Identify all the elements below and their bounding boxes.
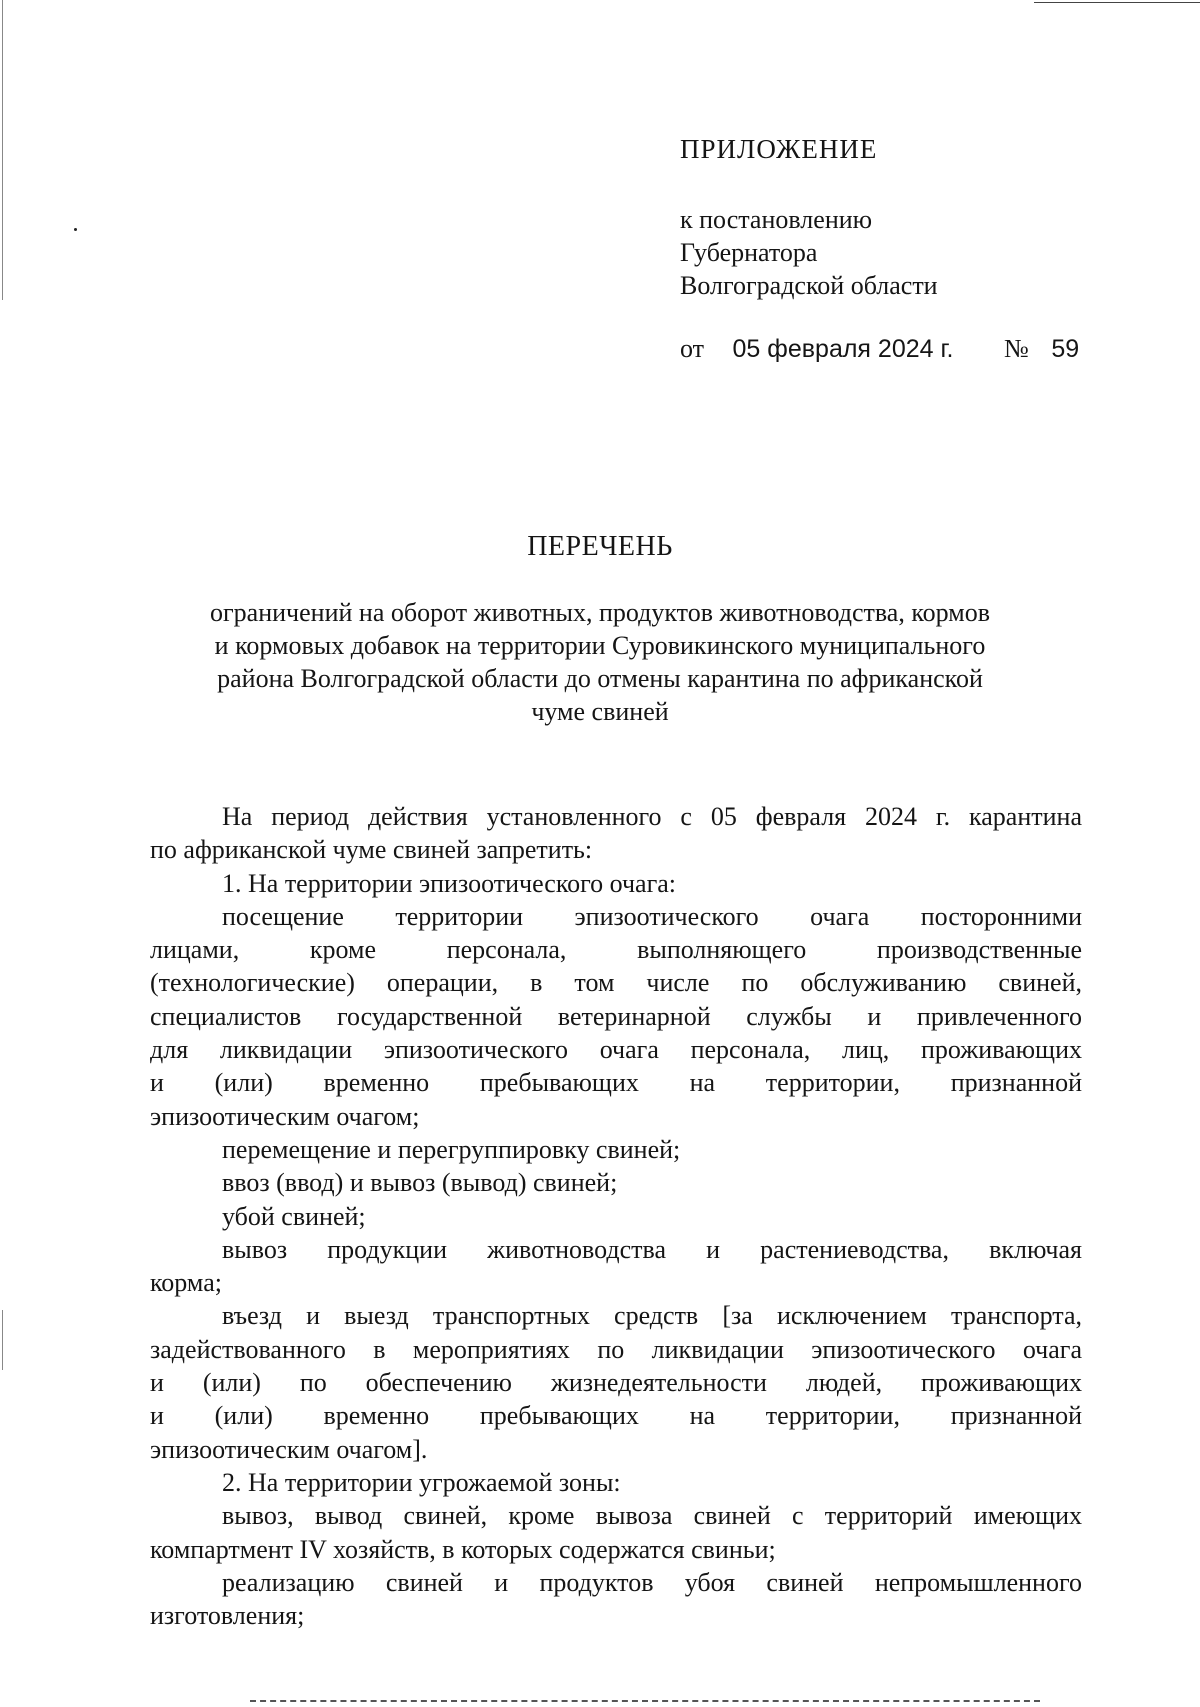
intro-line: На период действия установленного с 05 февраля 2024 г. карантина (222, 802, 1082, 831)
body-line: и (или) по обеспечению жизнедеятельности людей, проживающих (150, 1368, 1082, 1398)
decree-date: 05 февраля 2024 г. (732, 335, 954, 363)
section-1-paragraph-2: перемещение и перегруппировку свиней; (222, 1134, 681, 1164)
body-line: эпизоотическим очагом]. (150, 1434, 428, 1464)
scan-edge-left-lower (2, 1310, 3, 1370)
body-line: эпизоотическим очагом; (150, 1101, 420, 1131)
section-2-heading: 2. На территории угрожаемой зоны: (222, 1467, 621, 1497)
scan-speck (74, 228, 77, 231)
document-title: ПЕРЕЧЕНЬ (527, 531, 673, 562)
body-line: реализацию свиней и продуктов убоя свиней непромышленного (222, 1567, 1082, 1597)
body-line: посещение территории эпизоотического очага посторонними (222, 901, 1082, 931)
body-line: вывоз продукции животноводства и растениеводства, включая (222, 1234, 1082, 1264)
body-line: компартмент IV хозяйств, в которых содержатся свиньи; (150, 1534, 776, 1564)
scan-edge-left (2, 0, 3, 300)
appendix-to-line: к постановлению (680, 205, 873, 234)
intro-paragraph (150, 800, 1082, 867)
appendix-governor-line: Губернатора (680, 238, 818, 267)
body-line: лицами, кроме персонала, выполняющего производственные (150, 935, 1082, 965)
body-line: для ликвидации эпизоотического очага персонала, лиц, проживающих (150, 1035, 1082, 1065)
scan-edge-bottom (250, 1700, 1040, 1702)
subtitle-line: чуме свиней (531, 697, 669, 726)
section-1-paragraph-1 (150, 900, 1082, 1133)
section-2-paragraph-1 (150, 1499, 1082, 1566)
intro-line: по африканской чуме свиней запретить: (150, 835, 593, 865)
body-line: и (или) временно пребывающих на территории, признанной (150, 1401, 1082, 1431)
section-1-paragraph-4: убой свиней; (222, 1201, 366, 1231)
section-1-paragraph-6 (150, 1299, 1082, 1465)
section-1-heading: 1. На территории эпизоотического очага: (222, 868, 677, 898)
subtitle-line: района Волгоградской области до отмены карантина по африканской (217, 664, 983, 693)
section-2-paragraph-2 (150, 1566, 1082, 1633)
decree-number: 59 (1051, 335, 1080, 363)
section-1-paragraph-5 (150, 1233, 1082, 1300)
body-line: вывоз, вывод свиней, кроме вывоза свиней с территорий имеющих (222, 1501, 1082, 1531)
body-line: въезд и выезд транспортных средств [за исключением транспорта, (222, 1301, 1082, 1331)
body-line: (технологические) операции, в том числе по обслуживанию свиней, (150, 968, 1082, 998)
body-line: специалистов государственной ветеринарной службы и привлеченного (150, 1001, 1082, 1031)
date-prefix: от (680, 334, 705, 363)
decree-date-row (680, 334, 1079, 364)
subtitle-line: ограничений на оборот животных, продуктов животноводства, кормов (210, 598, 990, 627)
appendix-region-line: Волгоградской области (680, 271, 938, 300)
document-subtitle (150, 596, 1050, 728)
section-1-paragraph-3: ввоз (ввод) и вывоз (вывод) свиней; (222, 1168, 618, 1198)
body-line: изготовления; (150, 1601, 305, 1631)
scan-edge-top (1034, 2, 1200, 3)
body-line: и (или) временно пребывающих на территории, признанной (150, 1068, 1082, 1098)
appendix-title: ПРИЛОЖЕНИЕ (680, 134, 878, 164)
subtitle-line: и кормовых добавок на территории Суровикинского муниципального (214, 631, 986, 660)
body-line: задействованного в мероприятиях по ликвидации эпизоотического очага (150, 1334, 1082, 1364)
body-line: корма; (150, 1268, 222, 1298)
number-prefix: № (1004, 334, 1029, 363)
document-body (150, 800, 1082, 1632)
